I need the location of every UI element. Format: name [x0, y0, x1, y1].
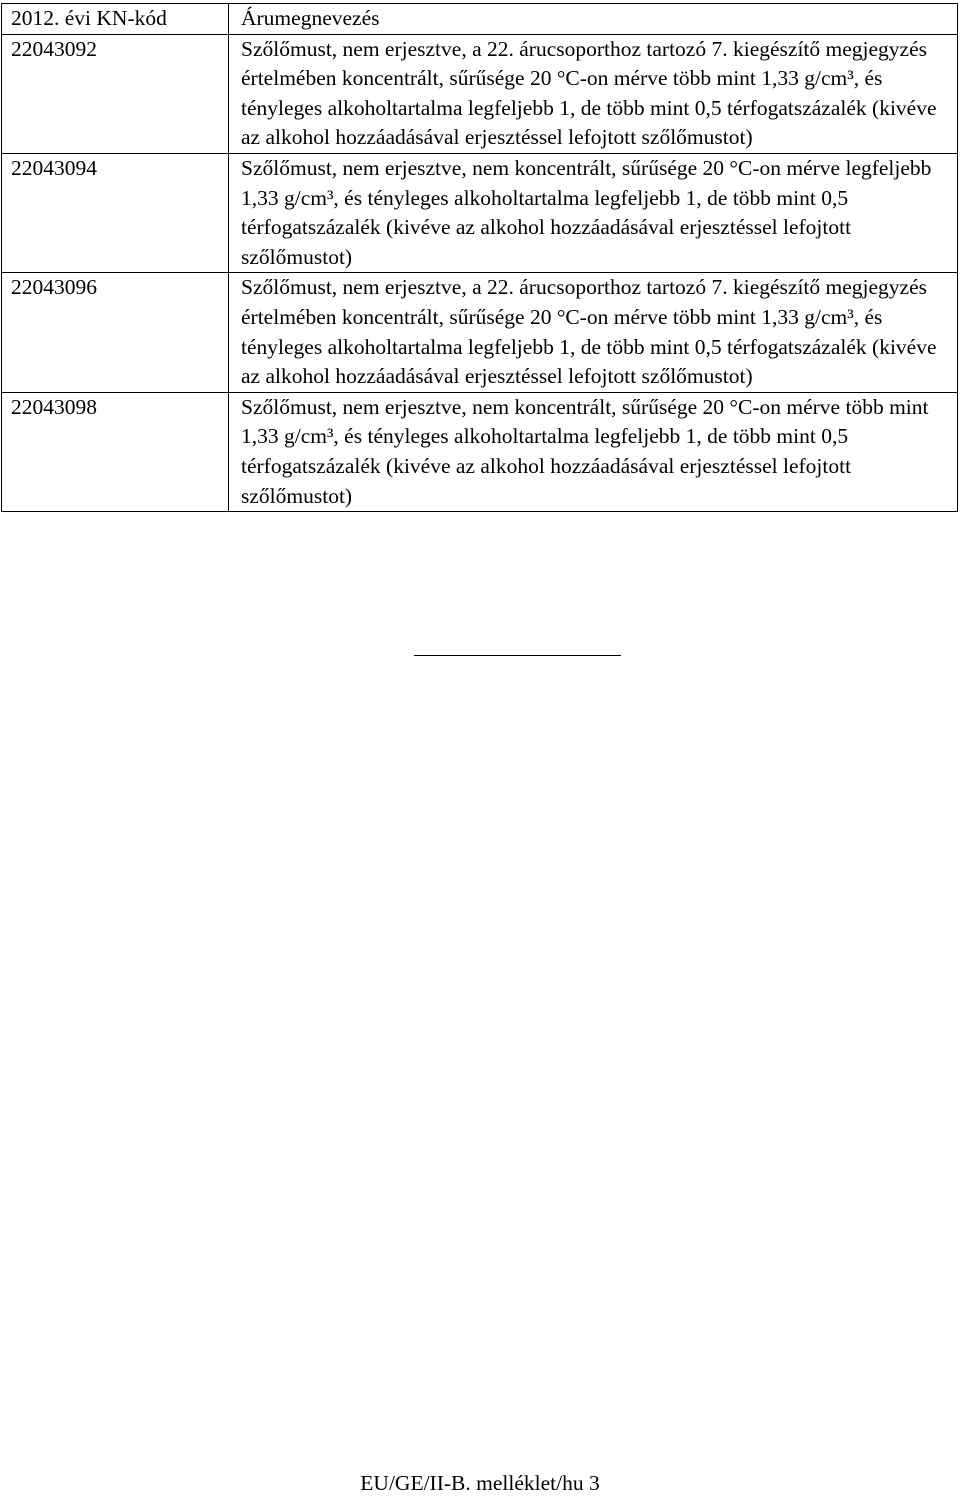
table-row — [2, 392, 958, 511]
description-cell: Szőlőmust, nem erjesztve, nem koncentrált, sűrűsége 20 °C-on mérve legfeljebb 1,33 g/cm³, és tényleges alkoholtartalma legfeljebb 1, de több mint 0,5 térfogatszázalék (kivéve az alkohol hozzáadásával erjesztéssel lefojtott szőlőmustot) — [229, 153, 958, 272]
description-cell: Szőlőmust, nem erjesztve, nem koncentrált, sűrűsége 20 °C-on mérve több mint 1,33 g/cm³, és tényleges alkoholtartalma legfeljebb 1, de több mint 0,5 térfogatszázalék (kivéve az alkohol hozzáadásával erjesztéssel lefojtott szőlőmustot) — [229, 392, 958, 511]
description-cell: Szőlőmust, nem erjesztve, a 22. árucsoporthoz tartozó 7. kiegészítő megjegyzés értelmében koncentrált, sűrűsége 20 °C-on mérve több mint 1,33 g/cm³, és tényleges alkoholtartalma legfeljebb 1, de több mint 0,5 térfogatszázalék (kivéve az alkohol hozzáadásával erjesztéssel lefojtott szőlőmustot) — [229, 34, 958, 153]
header-description: Árumegnevezés — [229, 4, 958, 35]
description-cell: Szőlőmust, nem erjesztve, a 22. árucsoporthoz tartozó 7. kiegészítő megjegyzés értelmében koncentrált, sűrűsége 20 °C-on mérve több mint 1,33 g/cm³, és tényleges alkoholtartalma legfeljebb 1, de több mint 0,5 térfogatszázalék (kivéve az alkohol hozzáadásával erjesztéssel lefojtott szőlőmustot) — [229, 273, 958, 392]
header-kn-code: 2012. évi KN-kód — [2, 4, 229, 35]
page-footer-reference: EU/GE/II-B. melléklet/hu 3 — [360, 1471, 600, 1495]
kn-code-cell: 22043096 — [2, 273, 229, 392]
kn-code-cell: 22043098 — [2, 392, 229, 511]
kn-code-cell: 22043094 — [2, 153, 229, 272]
table-row — [2, 34, 958, 153]
product-code-table — [1, 3, 958, 512]
table-row — [2, 153, 958, 272]
section-divider-rule — [414, 655, 621, 656]
table-row — [2, 273, 958, 392]
kn-code-cell: 22043092 — [2, 34, 229, 153]
table-header-row — [2, 4, 958, 35]
